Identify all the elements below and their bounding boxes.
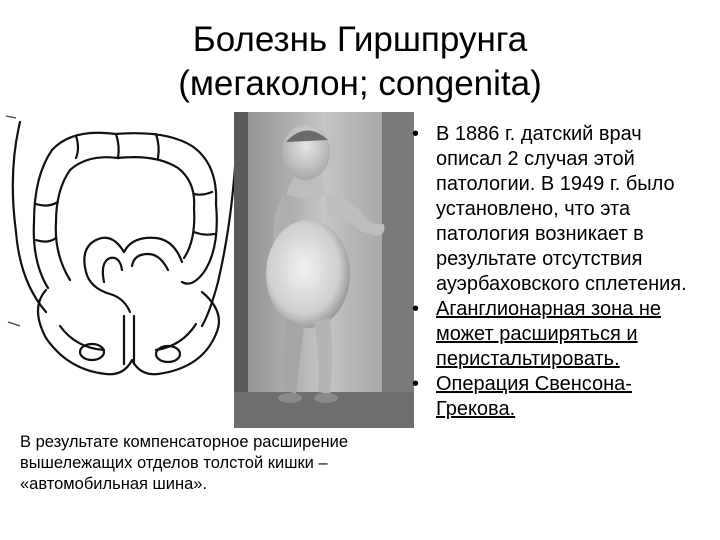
bullet-marker: •: [412, 373, 420, 395]
figure-caption: В результате компенсаторное расширение вышележащих отделов толстой кишки – «автомобильная шина».: [20, 433, 349, 493]
title-line-1: Болезнь Гиршпрунга: [192, 20, 528, 59]
bullet-link-text[interactable]: Аганглионарная зона не может расширяться и перистальтировать.: [436, 298, 661, 370]
bullet-item-link[interactable]: [408, 297, 708, 372]
slide-title: [120, 18, 600, 106]
child-photo: [234, 112, 414, 428]
bullet-item-link[interactable]: [408, 372, 708, 422]
bullet-list: [408, 122, 708, 422]
bullet-link-text[interactable]: Операция Свенсона-Грекова.: [436, 373, 632, 420]
bullet-text: В 1886 г. датский врач описал 2 случая этой патологии. В 1949 г. было установлено, что эта патология возникает в результате отсутствия ауэрбаховского сплетения.: [436, 123, 687, 295]
bullet-item: [408, 122, 708, 297]
title-line-2: (мегаколон; congenita): [178, 64, 542, 103]
colon-pelvis-illustration: [6, 112, 238, 384]
bullet-marker: •: [412, 123, 420, 145]
bullet-marker: •: [412, 298, 420, 320]
